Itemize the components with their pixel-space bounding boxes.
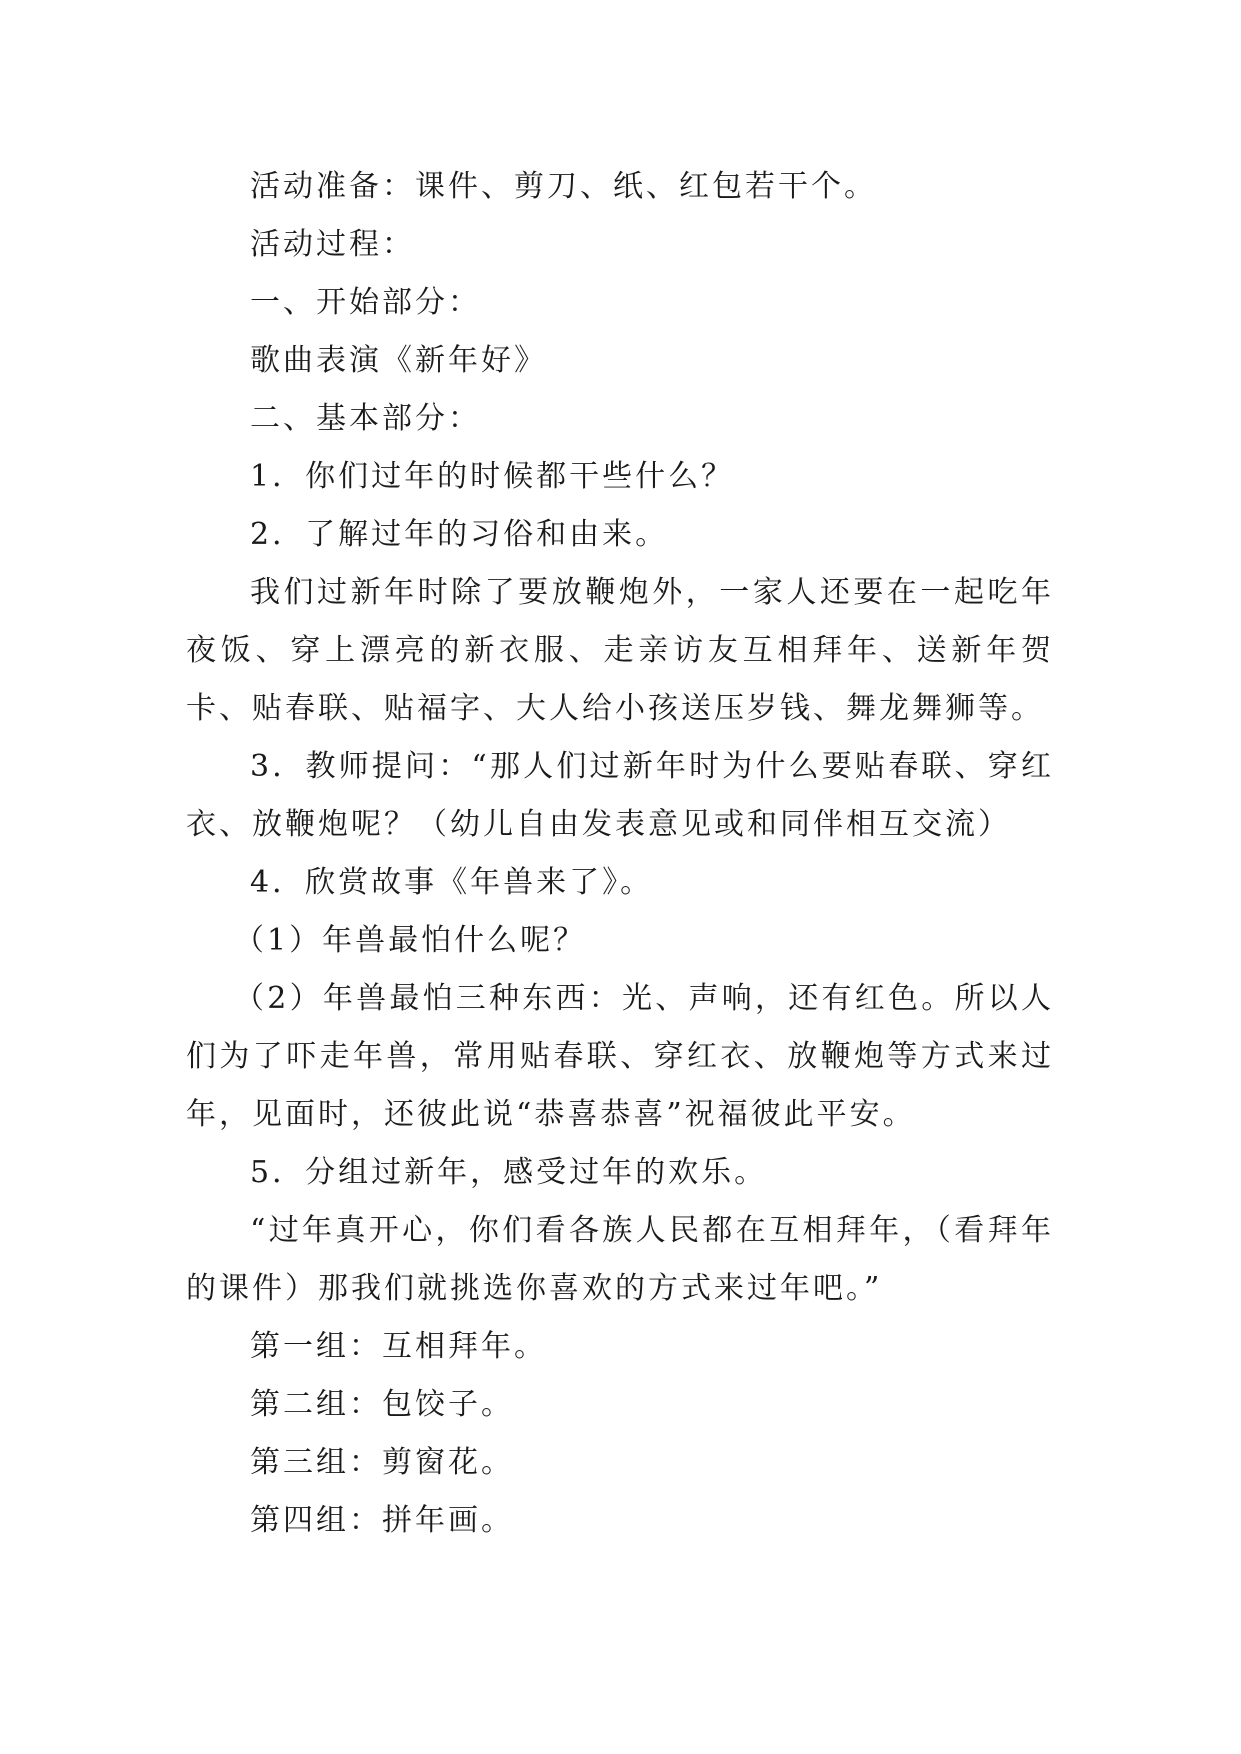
question-1-paragraph: （1）年兽最怕什么呢？ [234,923,587,958]
section-heading-start: 一、开始部分： [250,285,481,320]
section-heading-basic: 二、基本部分： [250,401,481,436]
group-1-paragraph: 第一组：互相拜年。 [250,1329,547,1364]
group-2-paragraph: 第二组：包饺子。 [250,1387,514,1422]
document-body [186,158,1054,1550]
step-4-paragraph: 4．欣赏故事《年兽来了》。 [250,865,654,900]
step-2-paragraph: 2．了解过年的习俗和由来。 [250,517,669,552]
group-4-paragraph: 第四组：拼年画。 [250,1503,514,1538]
activity-process-heading: 活动过程： [250,227,415,262]
activity-preparation-paragraph: 活动准备：课件、剪刀、纸、红包若干个。 [250,169,877,204]
song-performance-paragraph: 歌曲表演《新年好》 [250,343,547,378]
step-3-paragraph: 3．教师提问：“那人们过新年时为什么要贴春联、穿红衣、放鞭炮呢？（幼儿自由发表意见或和同伴相互交流） [186,749,1054,842]
group-3-paragraph: 第三组：剪窗花。 [250,1445,514,1480]
quote-paragraph: “过年真开心，你们看各族人民都在互相拜年，（看拜年的课件）那我们就挑选你喜欢的方式来过年吧。” [186,1213,1054,1306]
step-5-paragraph: 5．分组过新年，感受过年的欢乐。 [250,1155,768,1190]
answer-2-paragraph: （2）年兽最怕三种东西：光、声响，还有红色。所以人们为了吓走年兽，常用贴春联、穿红衣、放鞭炮等方式来过年，见面时，还彼此说“恭喜恭喜”祝福彼此平安。 [186,981,1054,1132]
step-1-paragraph: 1．你们过年的时候都干些什么？ [250,459,735,494]
customs-paragraph: 我们过新年时除了要放鞭炮外，一家人还要在一起吃年夜饭、穿上漂亮的新衣服、走亲访友互相拜年、送新年贺卡、贴春联、贴福字、大人给小孩送压岁钱、舞龙舞狮等。 [186,575,1054,726]
